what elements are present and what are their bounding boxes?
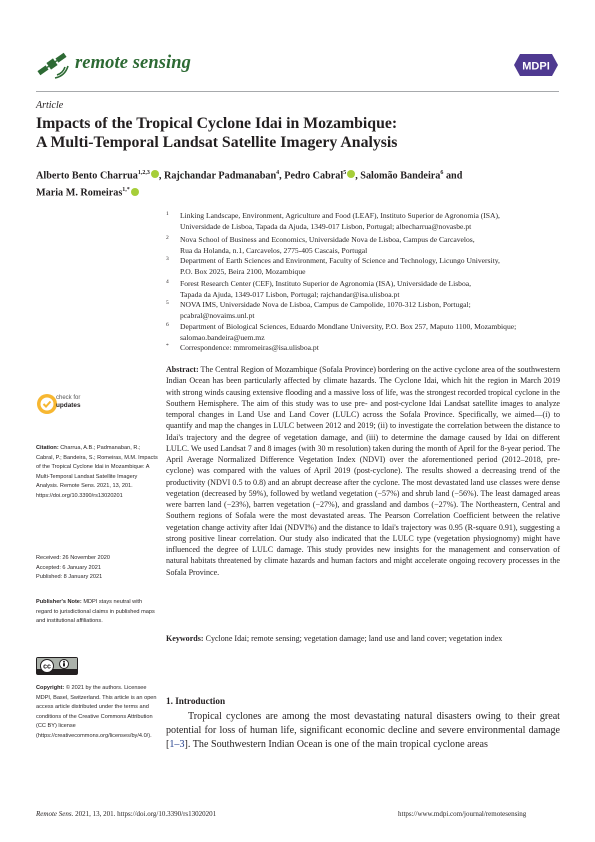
author-separator: , — [158, 170, 162, 182]
satellite-journal-logo-icon — [35, 47, 69, 81]
affiliation-line: Department of Biological Sciences, Eduardo Mondlane University, P.O. Box 257, Maputo 1100, Mozambique; — [180, 322, 517, 331]
affiliation-line: Department of Earth Sciences and Environment, Faculty of Science and Technology, Licungo University, — [180, 256, 500, 265]
article-type: Article — [36, 100, 64, 111]
title-line: Impacts of the Tropical Cyclone Idai in Mozambique: — [36, 115, 398, 132]
affiliation-number: 3 — [166, 256, 169, 262]
orcid-icon[interactable] — [131, 188, 139, 196]
section-heading-introduction: 1. Introduction — [166, 696, 226, 706]
author-name[interactable]: Pedro Cabral — [284, 170, 344, 182]
citation-text[interactable]: Charrua, A.B.; Padmanaban, R.; Cabral, P.; Bandeira, S.; Romeiras, M.M. Impacts of the Tropical Cyclone Idai in Mozambique: A Multi-Temporal Landsat Satellite Imagery Analysis. Remote Sens. 2021, 13, 201. https://doi.org/10.3390/rs13020201 — [36, 445, 158, 499]
keywords-text: Cyclone Idai; remote sensing; vegetation damage; land use and land cover; vegetation index — [205, 634, 503, 643]
affiliation-number: 2 — [166, 235, 169, 241]
affiliation-line: Forest Research Center (CEF), Instituto Superior de Agronomia (ISA), Universidade de Lisboa, — [180, 279, 472, 288]
citation-block — [36, 444, 158, 501]
author-affiliation-marks: 1,* — [122, 187, 130, 194]
affiliation-number: 1 — [166, 211, 169, 217]
author-name[interactable]: Alberto Bento Charrua — [36, 170, 138, 182]
affiliation-line: Tapada da Ajuda, 1349-017 Lisbon, Portugal; rajchandar@isa.ulisboa.pt — [180, 290, 400, 299]
affiliation-number: 6 — [166, 322, 169, 328]
intro-text-part: Tropical cyclones are among the most devastating natural disasters owing to their great potential for loss of human life, significant economic decline and severe environmental damage [ — [166, 711, 560, 751]
orcid-icon[interactable] — [151, 170, 159, 178]
header-divider — [36, 91, 559, 92]
journal-name[interactable]: remote sensing — [75, 53, 192, 73]
affiliation-line: Linking Landscape, Environment, Agriculture and Food (LEAF), Instituto Superior de Agronomia (ISA), — [180, 211, 500, 220]
affiliation-line: P.O. Box 2025, Beira 2100, Mozambique — [180, 267, 306, 276]
correspondence-mark: * — [166, 343, 169, 349]
intro-text-part: ]. The Southwestern Indian Ocean is one of the main tropical cyclone areas — [184, 739, 488, 751]
keywords-label: Keywords: — [166, 634, 204, 643]
cc-by-license-badge[interactable] — [36, 657, 78, 675]
copyright-text: © 2021 by the authors. Licensee MDPI, Basel, Switzerland. This article is an open access article distributed under the terms and conditions of the Creative Commons Attribution (CC BY) license (https://creativecommons.org/licenses/by/4.0/). — [36, 685, 157, 739]
affiliation-line: Nova School of Business and Economics, Universidade Nova de Lisboa, Campus de Carcavelos, — [180, 235, 475, 244]
abstract — [166, 364, 560, 578]
check-for-updates-line2: updates — [56, 402, 81, 409]
correspondence-line: Correspondence: mmromeiras@isa.ulisboa.pt — [180, 343, 319, 352]
author-line — [36, 183, 556, 200]
title-line: A Multi-Temporal Landsat Satellite Imagery Analysis — [36, 133, 398, 151]
article-title — [36, 115, 556, 152]
published-date: Published: 8 January 2021 — [36, 574, 103, 580]
footer-journal-url[interactable]: https://www.mdpi.com/journal/remotesensing — [398, 810, 527, 818]
author-separator: , — [355, 170, 358, 182]
mdpi-logo-icon[interactable] — [514, 54, 558, 76]
author-separator: , — [279, 170, 282, 182]
check-for-updates-line1: check for — [56, 395, 81, 401]
affiliation-line: salomao.bandeira@uem.mz — [180, 333, 265, 342]
publisher-note — [36, 598, 158, 627]
author-affiliation-marks: 5 — [343, 170, 347, 176]
check-for-updates-icon[interactable] — [36, 393, 58, 415]
citation-label: Citation: — [36, 445, 59, 451]
affiliation-line: pcabral@novaims.unl.pt — [180, 311, 255, 320]
author-name[interactable]: Salomão Bandeira — [360, 170, 441, 182]
copyright-block — [36, 684, 158, 741]
author-name[interactable]: Maria M. Romeiras — [36, 187, 123, 199]
author-affiliation-marks: 4 — [276, 170, 280, 176]
accepted-date: Accepted: 6 January 2021 — [36, 564, 101, 571]
received-date: Received: 26 November 2020 — [36, 555, 111, 561]
creative-commons-icon — [37, 658, 77, 674]
author-line — [36, 166, 556, 183]
publisher-note-text: MDPI stays neutral with regard to jurisdictional claims in published maps and institutional affiliations. — [36, 599, 155, 624]
footer-journal-abbr: Remote Sens. — [36, 810, 74, 818]
author-list — [36, 166, 556, 201]
footer-doi[interactable]: 2021, 13, 201. https://doi.org/10.3390/rs13020201 — [75, 810, 217, 818]
keywords — [166, 633, 560, 644]
abstract-label: Abstract: — [166, 365, 199, 374]
orcid-icon[interactable] — [347, 170, 355, 178]
author-affiliation-marks: 1,2,3 — [137, 170, 150, 176]
author-name[interactable]: Rajchandar Padmanaban — [163, 170, 277, 182]
introduction-paragraph — [166, 710, 560, 753]
publisher-note-label: Publisher's Note: — [36, 599, 82, 605]
affiliation-line: Universidade de Lisboa, Tapada da Ajuda, 1349-017 Lisbon, Portugal; albecharrua@novasbe.pt — [180, 222, 472, 231]
affiliation-number: 5 — [166, 300, 169, 306]
check-for-updates-link[interactable] — [56, 395, 81, 410]
abstract-text: The Central Region of Mozambique (Sofala Province) bordering on the active cyclone area of the southwestern Indian Ocean has been particularly affected by climate hazards. The Cyclone Idai, which hit the region in March 2019 with strong winds causing extensive flooding and a massive loss of life, was the strongest recorded tropical cyclone in the Southern Hemisphere. The aim of this study was to use pre- and post-cyclone Idai Landsat satellite images to analyze temporal changes in Land Use and Land Cover (LULC) across the Sofala Province. Specifically, we aimed—(i) to quantify and map the changes in LULC between 2012 and 2019; (ii) to investigate the correlation between the distance to Idai's trajectory and the degree of vegetation damage, and (iii) to determine the damage caused by Idai on different LULC. We used Landsat 7 and 8 images (with 30 m resolution) taken during the month of April for the 8-year period. The April Average Normalized Difference Vegetation Index (NDVI) over the aforementioned period (2012–2018, pre-cyclone) was compared with the values of April 2019 (post-cyclone). The results showed a decreasing trend of the productivity (NDVI 0.5 to 0.8) and an abrupt decrease after the cyclone. The most devastated land use classes were dense vegetation (decreased by 59%), followed by wetland vegetation (−57%) and shrub land (−56%). The least damaged areas were barren land (−23%), barren vegetation (−27%), and grassland and dambos (−27%). The Northeastern, Central and Southern regions of Sofala were the most devastated areas. The Pearson Correlation Coefficient between the relative vegetation change activity after Idai (NDVI%) and the distance to Idai's trajectory was 0.95 (R-square 0.91), suggesting a strong positive linear correlation. Our study also indicated that the LULC type (vegetation physiognomy) might have influenced the degree of LULC damage. This study provides new insights for the management and conservation of natural habitats threatened by climate hazards and human factors and might accelerate ongoing recovery processes in the Sofala Province. — [166, 365, 560, 577]
citation-reference-link[interactable]: 1–3 — [169, 739, 185, 751]
mdpi-logo-text: MDPI — [522, 60, 550, 73]
author-separator: and — [443, 170, 463, 182]
affiliation-line: Rua da Holanda, n.1, Carcavelos, 2775-405 Cascais, Portugal — [180, 246, 368, 255]
affiliation-number: 4 — [166, 279, 169, 285]
affiliation-line: NOVA IMS, Universidade Nova de Lisboa, Campus de Campolide, 1070-312 Lisbon, Portugal; — [180, 300, 471, 309]
dates-block — [36, 554, 158, 583]
author-affiliation-marks: 6 — [440, 170, 444, 176]
copyright-label: Copyright: — [36, 685, 65, 691]
cc-label: cc — [43, 663, 51, 671]
footer-citation — [36, 810, 216, 818]
